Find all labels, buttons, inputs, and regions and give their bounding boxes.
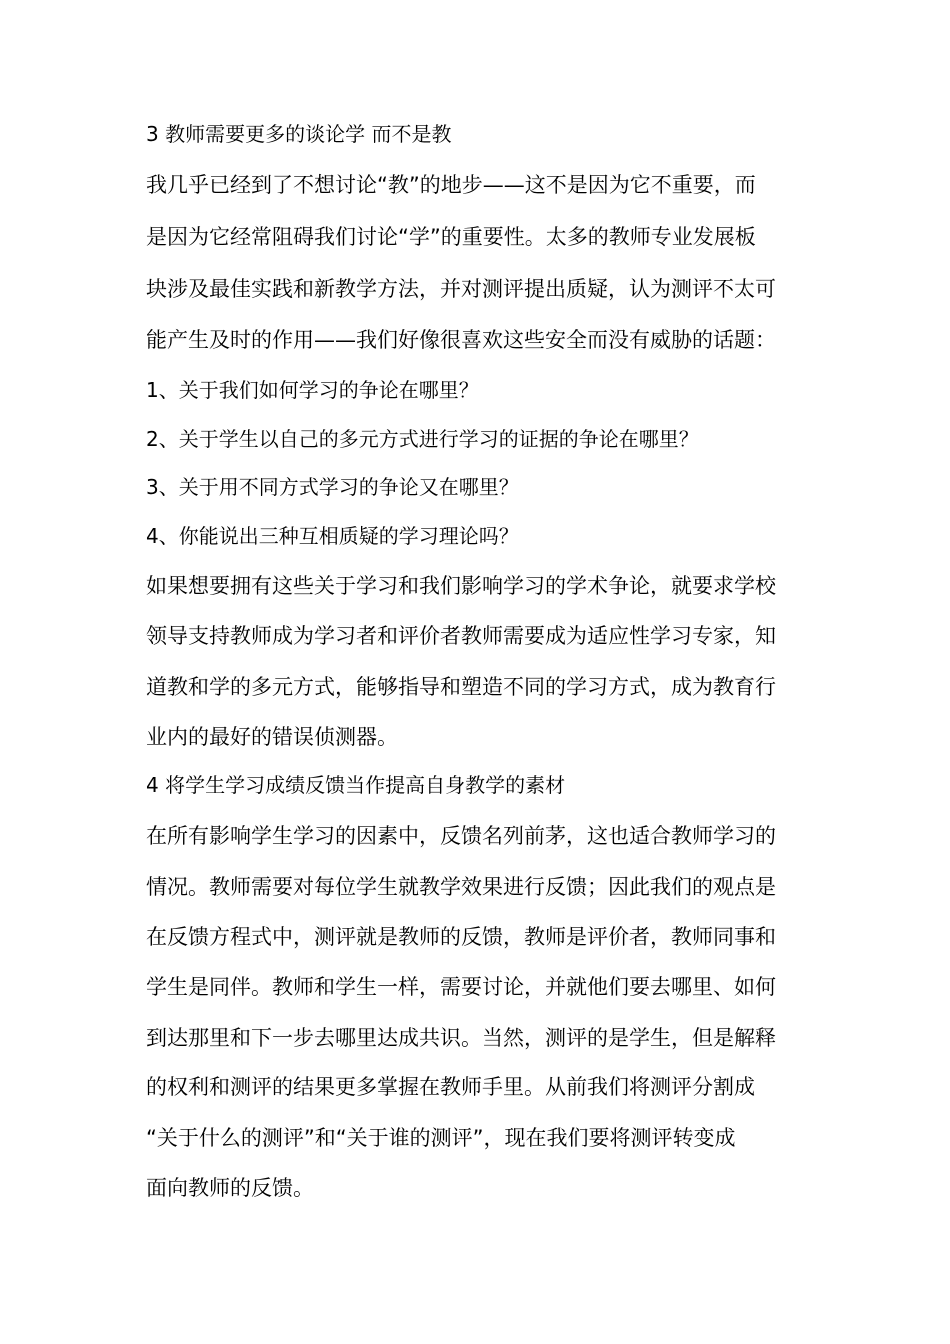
section-4-paragraph-line-1: 在所有影响学生学习的因素中，反馈名列前茅，这也适合教师学习的	[146, 824, 776, 848]
section-3-paragraph-1-line-1: 我几乎已经到了不想讨论“教”的地步——这不是因为它不重要，而	[146, 173, 756, 197]
section-3-paragraph-2-line-4: 业内的最好的错误侦测器。	[146, 725, 398, 749]
section-3-paragraph-2-line-2: 领导支持教师成为学习者和评价者教师需要成为适应性学习专家，知	[146, 624, 776, 648]
section-3-paragraph-2-line-3: 道教和学的多元方式，能够指导和塑造不同的学习方式，成为教育行	[146, 675, 776, 699]
section-4-paragraph-line-7: “关于什么的测评”和“关于谁的测评”，现在我们要将测评转变成	[146, 1126, 736, 1150]
section-4-heading: 4 将学生学习成绩反馈当作提高自身教学的素材	[146, 773, 566, 797]
section-4-paragraph-line-2: 情况。教师需要对每位学生就教学效果进行反馈；因此我们的观点是	[146, 875, 776, 899]
section-4-paragraph-line-5: 到达那里和下一步去哪里达成共识。当然，测评的是学生，但是解释	[146, 1026, 776, 1050]
section-4-paragraph-line-4: 学生是同伴。教师和学生一样，需要讨论，并就他们要去哪里、如何	[146, 975, 776, 999]
section-3-heading: 3 教师需要更多的谈论学 而不是教	[146, 122, 452, 146]
section-3-paragraph-1-line-3: 块涉及最佳实践和新教学方法，并对测评提出质疑，认为测评不太可	[146, 277, 776, 301]
section-4-paragraph-line-8: 面向教师的反馈。	[146, 1176, 314, 1200]
section-4-paragraph-line-3: 在反馈方程式中，测评就是教师的反馈，教师是评价者，教师同事和	[146, 925, 776, 949]
section-3-paragraph-2-line-1: 如果想要拥有这些关于学习和我们影响学习的学术争论，就要求学校	[146, 574, 776, 598]
section-3-paragraph-1-line-4: 能产生及时的作用——我们好像很喜欢这些安全而没有威胁的话题：	[146, 328, 776, 352]
question-1: 1、关于我们如何学习的争论在哪里？	[146, 378, 479, 402]
section-4-paragraph-line-6: 的权利和测评的结果更多掌握在教师手里。从前我们将测评分割成	[146, 1075, 755, 1099]
question-4: 4、你能说出三种互相质疑的学习理论吗？	[146, 524, 519, 548]
section-3-paragraph-1-line-2: 是因为它经常阻碍我们讨论“学”的重要性。太多的教师专业发展板	[146, 225, 756, 249]
question-2: 2、关于学生以自己的多元方式进行学习的证据的争论在哪里？	[146, 427, 699, 451]
question-3: 3、关于用不同方式学习的争论又在哪里？	[146, 475, 519, 499]
